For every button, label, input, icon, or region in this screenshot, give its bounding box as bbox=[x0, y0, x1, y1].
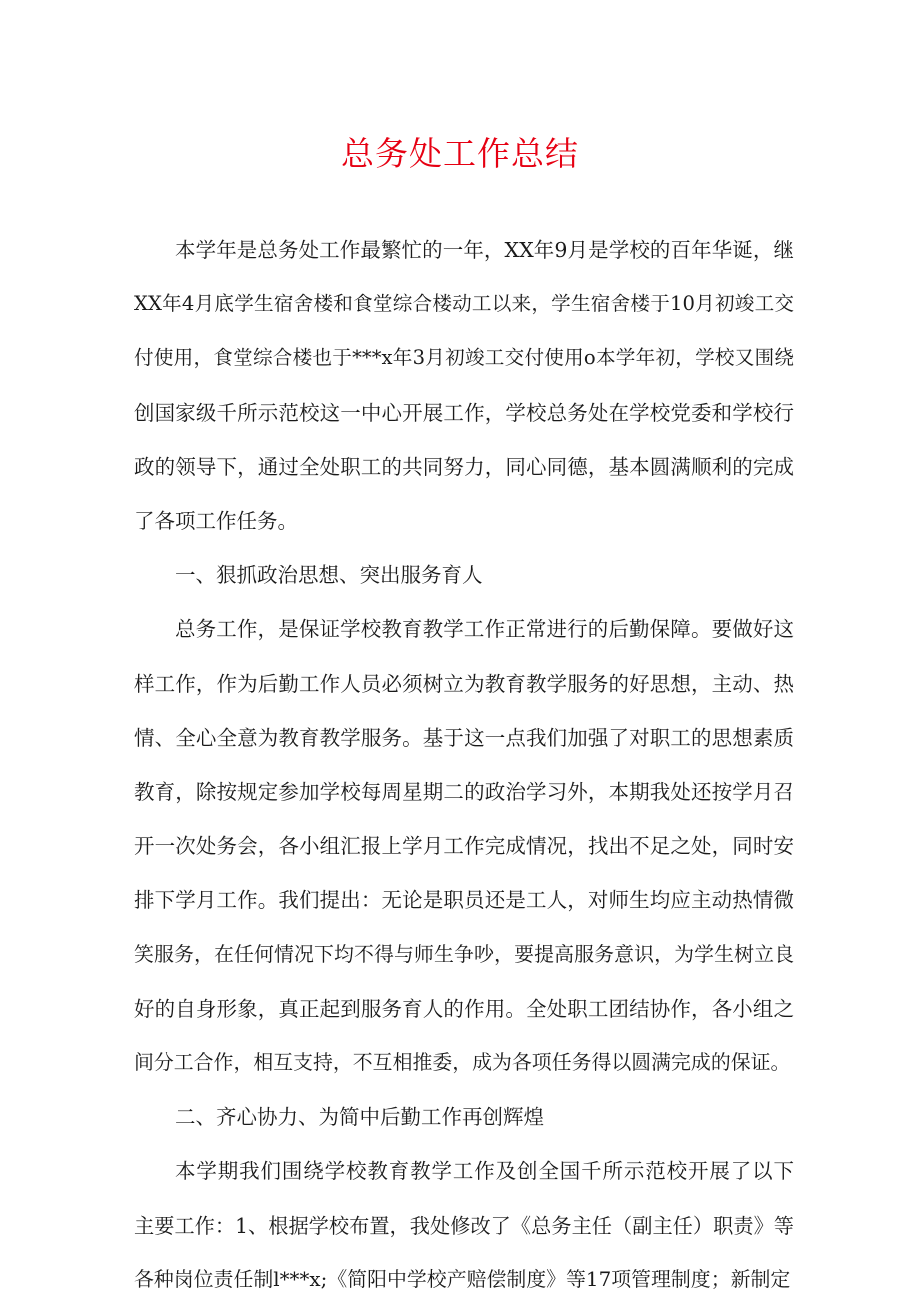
paragraph-line: 付使用，食堂综合楼也于***x年3月初竣工交付使用o本学年初，学校又围绕 bbox=[134, 346, 794, 370]
paragraph-line: 情、全心全意为教育教学服务。基于这一点我们加强了对职工的思想素质 bbox=[134, 725, 794, 750]
paragraph-line: 了各项工作任务。 bbox=[134, 509, 298, 534]
paragraph-line: 总务工作，是保证学校教育教学工作正常进行的后勤保障。要做好这 bbox=[175, 617, 794, 642]
document-title: 总务处工作总结 bbox=[341, 134, 579, 173]
paragraph-line: 创国家级千所示范校这一中心开展工作，学校总务处在学校党委和学校行 bbox=[134, 400, 794, 425]
paragraph bbox=[134, 223, 794, 548]
paragraph-line: 一、狠抓政治思想、突出服务育人 bbox=[175, 563, 483, 588]
paragraph-line: 样工作，作为后勤工作人员必须树立为教育教学服务的好思想，主动、热 bbox=[134, 671, 794, 696]
paragraph-line: 笑服务，在任何情况下均不得与师生争吵，要提高服务意识，为学生树立良 bbox=[134, 942, 794, 966]
paragraph bbox=[134, 548, 794, 602]
paragraph-line: 排下学月工作。我们提出：无论是职员还是工人，对师生均应主动热情微 bbox=[134, 888, 794, 913]
paragraph-line: 本学期我们围绕学校教育教学工作及创全国千所示范校开展了以下 bbox=[175, 1159, 794, 1184]
paragraph-line: 间分工合作，相互支持，不互相推委，成为各项任务得以圆满完成的保证。 bbox=[134, 1051, 791, 1075]
paragraph-line: 本学年是总务处工作最繁忙的一年，XX年9月是学校的百年华诞，继 bbox=[175, 238, 794, 262]
paragraph-line: XX年4月底学生宿舍楼和食堂综合楼动工以来，学生宿舍楼于10月初竣工交 bbox=[134, 292, 794, 316]
paragraph-line: 政的领导下，通过全处职工的共同努力，同心同德，基本圆满顺利的完成 bbox=[134, 454, 794, 479]
paragraph bbox=[134, 1144, 794, 1307]
paragraph-line: 主要工作：1、根据学校布置，我处修改了《总务主任（副主任）职责》等 bbox=[134, 1213, 794, 1238]
paragraph-line: 二、齐心协力、为简中后勤工作再创辉煌 bbox=[175, 1105, 544, 1130]
paragraph-line: 教育，除按规定参加学校每周星期二的政治学习外，本期我处还按学月召 bbox=[134, 780, 794, 805]
paragraph-line: 各种岗位责任制l***x;《简阳中学校产赔偿制度》等17项管理制度；新制定 bbox=[134, 1267, 791, 1291]
paragraph bbox=[134, 602, 794, 1090]
document-body bbox=[134, 223, 794, 1307]
paragraph-line: 好的自身形象，真正起到服务育人的作用。全处职工团结协作，各小组之 bbox=[134, 996, 794, 1021]
paragraph-line: 开一次处务会，各小组汇报上学月工作完成情况，找出不足之处，同时安 bbox=[134, 834, 794, 859]
paragraph bbox=[134, 1090, 794, 1144]
